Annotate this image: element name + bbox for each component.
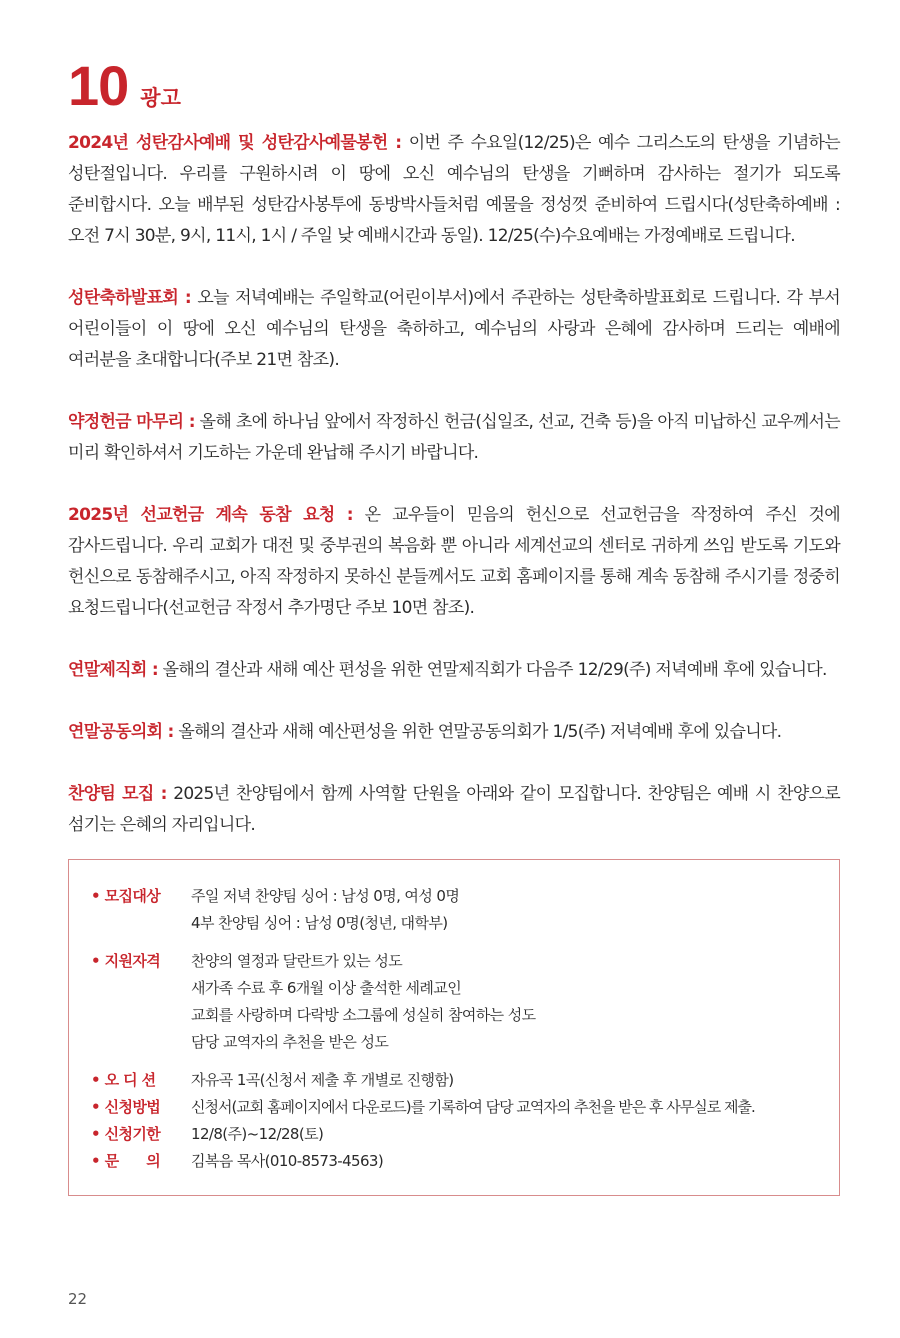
recruit-values [191, 948, 839, 1056]
recruit-values [191, 1148, 839, 1175]
recruit-label: • 신청기한 [91, 1125, 161, 1143]
section-title: 광고 [140, 86, 181, 110]
notice-text: 온 교우들이 믿음의 헌신으로 선교헌금을 작정하여 주신 것에 감사드립니다. 우리 교회가 대전 및 중부권의 복음화 뿐 아니라 세계선교의 센터로 귀하게 쓰임 받도록 기도와 헌신으로 동참해주시고, 아직 작정하지 못하신 분들께서도 교회 홈페이지를 통해 계속 동참해 주시기를 정중히 요청드립니다(선교헌금 작정서 추가명단 주보 10면 참조). [68, 505, 840, 618]
notice-text: 2025년 찬양팀에서 함께 사역할 단원을 아래와 같이 모집합니다. 찬양팀은 예배 시 찬양으로 섬기는 은혜의 자리입니다. [68, 784, 840, 835]
notice-label: 2025년 선교헌금 계속 동참 요청 : [68, 505, 353, 525]
section-header [68, 54, 181, 117]
recruit-values [191, 1067, 839, 1094]
recruit-label: • 지원자격 [91, 952, 161, 970]
announcements [68, 128, 840, 1196]
recruit-audition [91, 1067, 839, 1094]
notice-text: 이번 주 수요일(12/25)은 예수 그리스도의 탄생을 기념하는 성탄절입니다. 우리를 구원하시려 이 땅에 오신 예수님의 탄생을 기뻐하며 감사하는 절기가 되도록 준비합시다. 오늘 배부된 성탄감사봉투에 동방박사들처럼 예물을 정성껏 준비하여 드립시다(성탄축하예배 : 오전 7시 30분, 9시, 11시, 1시 / 주일 낮 예배시간과 동일). 12/25(수)수요예배는 가정예배로 드립니다. [68, 133, 840, 246]
recruit-label: • 문 의 [91, 1152, 161, 1170]
recruit-qualification [91, 948, 839, 1056]
recruit-label: • 모집대상 [91, 887, 161, 905]
recruit-values [191, 1094, 839, 1121]
notice-yearend-congregation-meeting [68, 717, 840, 748]
recruit-values [191, 1121, 839, 1148]
notice-label: 연말공동의회 : [68, 722, 174, 742]
notice-label: 2024년 성탄감사예배 및 성탄감사예물봉헌 : [68, 133, 402, 153]
notice-yearend-deacons-meeting [68, 655, 840, 686]
recruit-value: 새가족 수료 후 6개월 이상 출석한 세례교인 [191, 979, 462, 997]
notice-text: 오늘 저녁예배는 주일학교(어린이부서)에서 주관하는 성탄축하발표회로 드립니다. 각 부서 어린이들이 이 땅에 오신 예수님의 탄생을 축하하고, 예수님의 사랑과 은혜에 감사하며 드리는 예배에 여러분을 초대합니다(주보 21면 참조). [68, 288, 840, 370]
recruit-value: 자유곡 1곡(신청서 제출 후 개별로 진행함) [191, 1071, 454, 1089]
notice-label: 약정헌금 마무리 : [68, 412, 195, 432]
recruit-value: 김복음 목사(010-8573-4563) [191, 1152, 384, 1170]
recruit-value: 담당 교역자의 추천을 받은 성도 [191, 1033, 389, 1051]
recruit-value: 4부 찬양팀 싱어 : 남성 0명(청년, 대학부) [191, 914, 448, 932]
notice-mission-offering [68, 500, 840, 624]
notice-text: 올해의 결산과 새해 예산편성을 위한 연말공동의회가 1/5(주) 저녁예배 후에 있습니다. [173, 722, 782, 742]
recruit-deadline [91, 1121, 839, 1148]
notice-text: 올해의 결산과 새해 예산 편성을 위한 연말제직회가 다음주 12/29(주) 저녁예배 후에 있습니다. [157, 660, 827, 680]
notice-pledge-completion [68, 407, 840, 469]
notice-praise-team-recruit [68, 779, 840, 841]
recruit-value: 교회를 사랑하며 다락방 소그룹에 성실히 참여하는 성도 [191, 1006, 536, 1024]
recruit-value: 신청서(교회 홈페이지에서 다운로드)를 기록하여 담당 교역자의 추천을 받은 후 사무실로 제출. [191, 1098, 755, 1116]
notice-christmas-performance [68, 283, 840, 376]
recruit-value: 12/8(주)~12/28(토) [191, 1125, 324, 1143]
recruit-value: 주일 저녁 찬양팀 싱어 : 남성 0명, 여성 0명 [191, 887, 460, 905]
section-number: 10 [68, 54, 129, 117]
recruit-contact [91, 1148, 839, 1175]
recruit-target [91, 883, 839, 937]
page-number: 22 [68, 1290, 88, 1308]
notice-label: 찬양팀 모집 : [68, 784, 167, 804]
notice-label: 성탄축하발표회 : [68, 288, 192, 308]
recruit-label: • 오 디 션 [91, 1071, 156, 1089]
recruit-values [191, 883, 839, 937]
recruit-method [91, 1094, 839, 1121]
notice-christmas-offering [68, 128, 840, 252]
recruit-value: 찬양의 열정과 달란트가 있는 성도 [191, 952, 403, 970]
notice-text: 올해 초에 하나님 앞에서 작정하신 헌금(십일조, 선교, 건축 등)을 아직 미납하신 교우께서는 미리 확인하셔서 기도하는 가운데 완납해 주시기 바랍니다. [68, 412, 840, 463]
notice-label: 연말제직회 : [68, 660, 158, 680]
recruit-label: • 신청방법 [91, 1098, 161, 1116]
recruitment-details-box [68, 859, 840, 1196]
